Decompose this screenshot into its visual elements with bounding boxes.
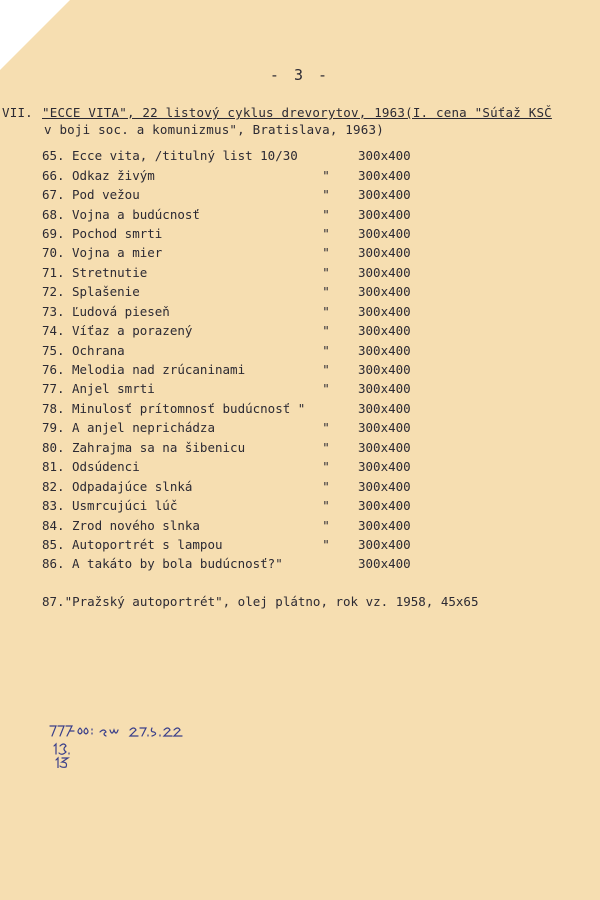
item-number: 82. xyxy=(42,478,65,494)
item-dimensions: 300x400 xyxy=(358,498,411,514)
item-title: Stretnutie xyxy=(72,264,148,280)
item-ditto-mark: " xyxy=(322,284,330,300)
list-item xyxy=(42,243,562,262)
item-number: 71. xyxy=(42,264,65,280)
item-ditto-mark: " xyxy=(322,225,330,241)
item-title: Odpadajúce slnká xyxy=(72,478,193,494)
list-item xyxy=(42,496,562,515)
list-item xyxy=(42,418,562,437)
item-number: 75. xyxy=(42,342,65,358)
item-ditto-mark: " xyxy=(322,206,330,222)
section-roman-numeral: VII. xyxy=(2,105,33,120)
item-dimensions: 300x400 xyxy=(358,264,411,280)
item-dimensions: 300x400 xyxy=(358,342,411,358)
item-dimensions: 300x400 xyxy=(358,167,411,183)
item-dimensions: 300x400 xyxy=(358,148,411,164)
item-dimensions: 300x400 xyxy=(358,517,411,533)
item-title: Ochrana xyxy=(72,342,125,358)
item-ditto-mark: " xyxy=(322,342,330,358)
item-ditto-mark: " xyxy=(322,245,330,261)
item-number: 80. xyxy=(42,439,65,455)
item-ditto-mark: " xyxy=(322,439,330,455)
item-title: Anjel smrti xyxy=(72,381,155,397)
item-title: Ľudová pieseň xyxy=(72,303,170,319)
list-item xyxy=(42,399,562,418)
item-title: Odsúdenci xyxy=(72,459,140,475)
item-number: 77. xyxy=(42,381,65,397)
item-ditto-mark: " xyxy=(322,517,330,533)
item-dimensions: 300x400 xyxy=(358,284,411,300)
list-item xyxy=(42,302,562,321)
item-title: Pochod smrti xyxy=(72,225,163,241)
item-ditto-mark: " xyxy=(322,478,330,494)
list-item xyxy=(42,554,562,573)
item-dimensions: 300x400 xyxy=(358,556,411,572)
list-item xyxy=(42,476,562,495)
item-ditto-mark: " xyxy=(322,323,330,339)
item-title: Autoportrét s lampou xyxy=(72,536,223,552)
item-number: 78. xyxy=(42,400,65,416)
item-number: 68. xyxy=(42,206,65,222)
item-title: Ecce vita, /titulný list 10/30 xyxy=(72,148,298,164)
item-dimensions: 300x400 xyxy=(358,478,411,494)
list-item xyxy=(42,321,562,340)
footer-item: 87."Pražský autoportrét", olej plátno, rok vz. 1958, 45x65 xyxy=(42,594,479,609)
handwritten-note-drawing xyxy=(46,718,246,768)
list-item xyxy=(42,438,562,457)
section-title-line1: "ECCE VITA", 22 listový cyklus drevorytov, 1963(I. cena "Súťaž KSČ xyxy=(42,105,552,120)
list-item xyxy=(42,165,562,184)
list-item xyxy=(42,263,562,282)
section-title-line2: v boji soc. a komunizmus", Bratislava, 1963) xyxy=(44,122,384,137)
list-item xyxy=(42,340,562,359)
list-item xyxy=(42,515,562,534)
item-ditto-mark: " xyxy=(322,362,330,378)
list-item xyxy=(42,535,562,554)
item-dimensions: 300x400 xyxy=(358,225,411,241)
item-title: Splašenie xyxy=(72,284,140,300)
item-dimensions: 300x400 xyxy=(358,400,411,416)
item-number: 73. xyxy=(42,303,65,319)
item-dimensions: 300x400 xyxy=(358,206,411,222)
item-dimensions: 300x400 xyxy=(358,303,411,319)
item-title: Vojna a mier xyxy=(72,245,163,261)
item-number: 69. xyxy=(42,225,65,241)
item-dimensions: 300x400 xyxy=(358,459,411,475)
item-title: Víťaz a porazený xyxy=(72,323,193,339)
item-title: Vojna a budúcnosť xyxy=(72,206,200,222)
list-item xyxy=(42,360,562,379)
list-item xyxy=(42,282,562,301)
artwork-list xyxy=(42,146,562,574)
list-item xyxy=(42,224,562,243)
item-ditto-mark: " xyxy=(322,264,330,280)
item-title: Minulosť prítomnosť budúcnosť " xyxy=(72,400,306,416)
item-title: Zrod nového slnka xyxy=(72,517,200,533)
item-ditto-mark: " xyxy=(322,187,330,203)
item-title: Odkaz živým xyxy=(72,167,155,183)
item-number: 83. xyxy=(42,498,65,514)
item-title: Zahrajma sa na šibenicu xyxy=(72,439,246,455)
item-dimensions: 300x400 xyxy=(358,536,411,552)
item-title: Melodia nad zrúcaninami xyxy=(72,362,246,378)
item-number: 76. xyxy=(42,362,65,378)
list-item xyxy=(42,379,562,398)
list-item xyxy=(42,146,562,165)
list-item xyxy=(42,204,562,223)
item-number: 67. xyxy=(42,187,65,203)
item-dimensions: 300x400 xyxy=(358,420,411,436)
item-dimensions: 300x400 xyxy=(358,245,411,261)
item-dimensions: 300x400 xyxy=(358,187,411,203)
item-number: 66. xyxy=(42,167,65,183)
item-number: 79. xyxy=(42,420,65,436)
item-ditto-mark: " xyxy=(322,420,330,436)
item-dimensions: 300x400 xyxy=(358,439,411,455)
item-ditto-mark: " xyxy=(322,536,330,552)
section-heading xyxy=(2,104,598,138)
list-item xyxy=(42,185,562,204)
item-number: 74. xyxy=(42,323,65,339)
item-number: 86. xyxy=(42,556,65,572)
item-title: A anjel neprichádza xyxy=(72,420,215,436)
folded-corner xyxy=(0,0,70,70)
item-number: 70. xyxy=(42,245,65,261)
item-ditto-mark: " xyxy=(322,303,330,319)
item-number: 81. xyxy=(42,459,65,475)
item-title: Pod vežou xyxy=(72,187,140,203)
item-title: Usmrcujúci lúč xyxy=(72,498,178,514)
item-title: A takáto by bola budúcnosť?" xyxy=(72,556,283,572)
item-number: 85. xyxy=(42,536,65,552)
item-ditto-mark: " xyxy=(322,381,330,397)
list-item xyxy=(42,457,562,476)
item-number: 72. xyxy=(42,284,65,300)
item-number: 84. xyxy=(42,517,65,533)
handwritten-note xyxy=(46,718,246,768)
item-ditto-mark: " xyxy=(322,167,330,183)
page-number: - 3 - xyxy=(269,66,331,84)
item-ditto-mark: " xyxy=(322,459,330,475)
item-dimensions: 300x400 xyxy=(358,362,411,378)
item-number: 65. xyxy=(42,148,65,164)
item-dimensions: 300x400 xyxy=(358,381,411,397)
item-dimensions: 300x400 xyxy=(358,323,411,339)
item-ditto-mark: " xyxy=(322,498,330,514)
